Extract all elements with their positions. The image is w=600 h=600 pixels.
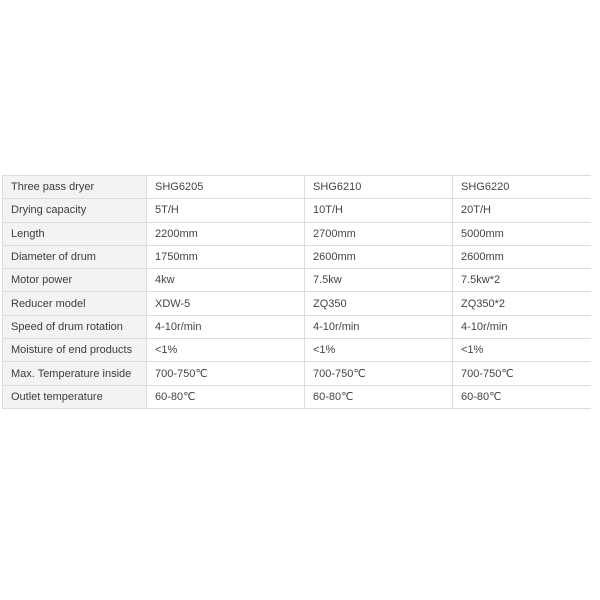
table-cell: 1750mm [147, 245, 305, 268]
table-cell: ZQ350*2 [453, 292, 591, 315]
table-cell: SHG6210 [305, 176, 453, 199]
table-row [3, 385, 591, 408]
table-row [3, 269, 591, 292]
row-label: Motor power [3, 269, 147, 292]
table-cell: SHG6220 [453, 176, 591, 199]
table-cell: 700-750℃ [453, 362, 591, 385]
row-label: Diameter of drum [3, 245, 147, 268]
row-label: Drying capacity [3, 199, 147, 222]
table-row [3, 292, 591, 315]
spec-table-body [3, 176, 591, 409]
table-cell: 2700mm [305, 222, 453, 245]
table-cell: 4-10r/min [453, 315, 591, 338]
table-row [3, 362, 591, 385]
row-label: Speed of drum rotation [3, 315, 147, 338]
table-cell: 60-80℃ [305, 385, 453, 408]
table-cell: 7.5kw [305, 269, 453, 292]
dryer-spec-table [2, 175, 591, 409]
row-label: Three pass dryer [3, 176, 147, 199]
table-cell: 5000mm [453, 222, 591, 245]
table-row [3, 245, 591, 268]
table-cell: 10T/H [305, 199, 453, 222]
table-cell: XDW-5 [147, 292, 305, 315]
table-cell: 20T/H [453, 199, 591, 222]
table-cell: 2600mm [305, 245, 453, 268]
table-row [3, 315, 591, 338]
table-cell: 5T/H [147, 199, 305, 222]
table-cell: 700-750℃ [147, 362, 305, 385]
table-cell: 4-10r/min [147, 315, 305, 338]
table-cell: 7.5kw*2 [453, 269, 591, 292]
table-row [3, 199, 591, 222]
table-row [3, 222, 591, 245]
table-cell: 4-10r/min [305, 315, 453, 338]
row-label: Max. Temperature inside [3, 362, 147, 385]
row-label: Reducer model [3, 292, 147, 315]
table-cell: 2200mm [147, 222, 305, 245]
table-cell: 60-80℃ [147, 385, 305, 408]
table-cell: 2600mm [453, 245, 591, 268]
table-cell: 4kw [147, 269, 305, 292]
row-label: Outlet temperature [3, 385, 147, 408]
table-cell: 60-80℃ [453, 385, 591, 408]
table-cell: <1% [305, 339, 453, 362]
row-label: Moisture of end products [3, 339, 147, 362]
table-row [3, 176, 591, 199]
table-cell: SHG6205 [147, 176, 305, 199]
table-cell: <1% [453, 339, 591, 362]
table-cell: <1% [147, 339, 305, 362]
table-cell: ZQ350 [305, 292, 453, 315]
table-cell: 700-750℃ [305, 362, 453, 385]
row-label: Length [3, 222, 147, 245]
table-row [3, 339, 591, 362]
